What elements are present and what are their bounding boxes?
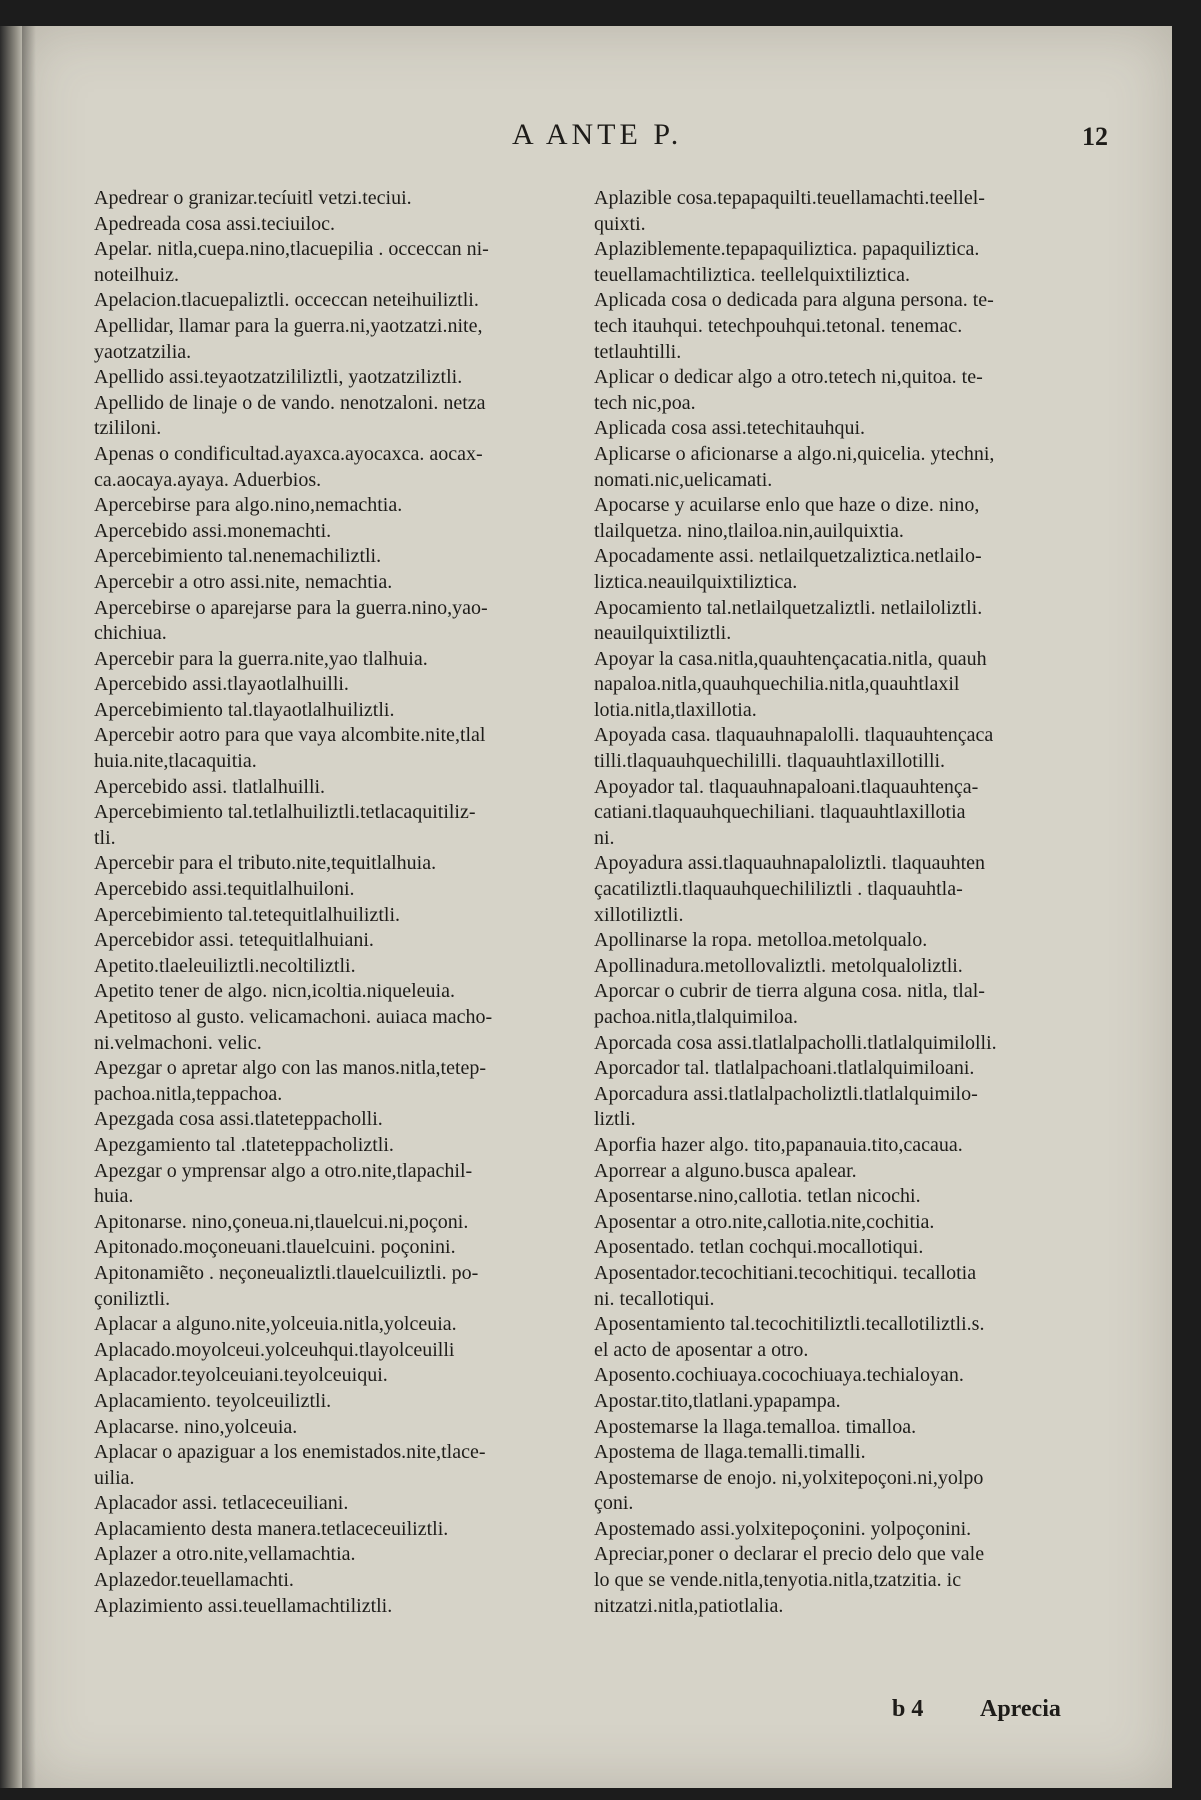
dictionary-line: catiani.tlaquauhquechiliani. tlaquauhtlaxillotia (594, 801, 966, 824)
dictionary-line: Apercebirse o aparejarse para la guerra.nino,yao- (94, 596, 488, 619)
dictionary-line: Apostar.tito,tlatlani.ypapampa. (594, 1389, 841, 1412)
dictionary-line: Aposentar a otro.nite,callotia.nite,cochitia. (594, 1210, 935, 1233)
dictionary-line: Apreciar,poner o declarar el precio delo que vale (594, 1543, 985, 1566)
dictionary-line: Apoyar la casa.nitla,quauhtençacatia.nitla, quauh (594, 647, 987, 670)
dictionary-line: tlailquetza. nino,tlailoa.nin,auilquixtia. (594, 519, 904, 542)
dictionary-line: tilli.tlaquauhquechililli. tlaquauhtlaxillotilli. (594, 750, 946, 773)
dictionary-line: tech itauhqui. tetechpouhqui.tetonal. tenemac. (594, 314, 963, 337)
dictionary-line: Aplacador assi. tetlaceceuiliani. (94, 1492, 349, 1515)
dictionary-line: Aposentarse.nino,callotia. tetlan nicochi. (594, 1185, 921, 1208)
dictionary-line: Aplacamiento desta manera.tetlaceceuiliztli. (94, 1517, 449, 1540)
dictionary-line: çoni. (594, 1492, 634, 1515)
dictionary-line: liztica.neauilquixtiliztica. (594, 570, 798, 593)
dictionary-line: Apezgar o ymprensar algo a otro.nite,tlapachil- (94, 1159, 473, 1182)
dictionary-line: noteilhuiz. (94, 263, 179, 286)
folio-number: 12 (1082, 122, 1108, 151)
dictionary-line: Aplacarse. nino,yolceuia. (94, 1415, 298, 1438)
dictionary-line: liztli. (594, 1108, 636, 1131)
dictionary-line: Apocamiento tal.netlailquetzaliztli. netlailoliztli. (594, 596, 983, 619)
dictionary-line: Apostemarse la llaga.temalloa. timalloa. (594, 1415, 917, 1438)
dictionary-line: çoniliztli. (94, 1287, 171, 1310)
dictionary-line: tli. (94, 826, 116, 849)
dictionary-line: ni. (594, 826, 615, 849)
dictionary-line: Apenas o condificultad.ayaxca.ayocaxca. aocax- (94, 442, 483, 465)
dictionary-line: Aposentamiento tal.tecochitiliztli.tecallotiliztli.s. (594, 1313, 985, 1336)
dictionary-line: uilia. (94, 1466, 135, 1489)
dictionary-line: Aplazer a otro.nite,vellamachtia. (94, 1543, 356, 1566)
dictionary-line: chichiua. (94, 622, 167, 645)
dictionary-line: pachoa.nitla,tlalquimiloa. (594, 1006, 798, 1028)
dictionary-line: tetlauhtilli. (594, 340, 682, 363)
dictionary-line: Aplicada cosa assi.tetechitauhqui. (594, 417, 866, 440)
dictionary-line: Apercebir aotro para que vaya alcombite.nite,tlal (94, 724, 486, 747)
dictionary-line: napaloa.nitla,quauhquechilia.nitla,quauhtlaxil (594, 673, 960, 696)
dictionary-line: huia.nite,tlacaquitia. (94, 750, 257, 773)
dictionary-line: Apostemarse de enojo. ni,yolxitepoçoni.ni,yolpo (594, 1466, 984, 1489)
dictionary-line: Aplacado.moyolceui.yolceuhqui.tlayolceuilli (94, 1338, 455, 1361)
dictionary-line: Aplacar o apaziguar a los enemistados.nite,tlace- (94, 1441, 486, 1464)
catchword: Aprecia (980, 1696, 1061, 1722)
dictionary-line: yaotzatzilia. (94, 340, 192, 363)
dictionary-line: Apezgamiento tal .tlateteppacholiztli. (94, 1133, 394, 1156)
page-footer (22, 1696, 1172, 1732)
running-head: A ANTE P. (512, 118, 683, 151)
dictionary-line: Aposento.cochiuaya.cocochiuaya.techialoyan. (594, 1364, 964, 1387)
dictionary-line: Apezgar o apretar algo con las manos.nitla,tetep- (94, 1057, 487, 1080)
dictionary-line: Apercebido assi. tlatlalhuilli. (94, 775, 326, 798)
dictionary-line: Apercebidor assi. tetequitlalhuiani. (94, 929, 374, 952)
dictionary-line: Aplacador.teyolceuiani.teyolceuiqui. (94, 1364, 388, 1387)
left-column (94, 186, 589, 1619)
dictionary-line: tech nic,poa. (594, 391, 696, 414)
dictionary-line: neauilquixtiliztli. (594, 622, 732, 645)
signature-mark: b 4 (892, 1696, 924, 1722)
dictionary-line: Aporfia hazer algo. tito,papanauia.tito,cacaua. (594, 1133, 963, 1156)
gutter-shadow (22, 26, 36, 1788)
dictionary-line: ni.velmachoni. velic. (94, 1031, 262, 1054)
dictionary-line: Apelar. nitla,cuepa.nino,tlacuepilia . occeccan ni- (94, 238, 489, 261)
dictionary-line: Apercebido assi.tlayaotlalhuilli. (94, 673, 349, 696)
dictionary-line: Apellido de linaje o de vando. nenotzaloni. netza (94, 391, 486, 414)
dictionary-line: Aplazimiento assi.teuellamachtiliztli. (94, 1594, 393, 1617)
dictionary-line: Apollinadura.metollovaliztli. metolqualoliztli. (594, 954, 963, 977)
dictionary-line: Aporcar o cubrir de tierra alguna cosa. nitla, tlal- (594, 980, 985, 1003)
dictionary-line: Apercebido assi.monemachti. (94, 519, 332, 542)
dictionary-line: Apercebimiento tal.tetequitlalhuiliztli. (94, 903, 401, 926)
dictionary-line: Apercebir para el tributo.nite,tequitlalhuia. (94, 852, 437, 875)
dictionary-line: ca.aocaya.ayaya. Aduerbios. (94, 468, 322, 491)
dictionary-line: el acto de aposentar a otro. (594, 1338, 809, 1361)
dictionary-line: ni. tecallotiqui. (594, 1287, 715, 1310)
previous-page-edge (0, 26, 22, 1788)
dictionary-line: çacatiliztli.tlaquauhquechililiztli . tlaquauhtla- (594, 878, 963, 901)
dictionary-line: Apedrear o granizar.tecíuitl vetzi.teciui. (94, 187, 412, 209)
dictionary-line: lotia.nitla,tlaxillotia. (594, 698, 757, 721)
dictionary-line: Aporcadura assi.tlatlalpacholiztli.tlatlalquimilo- (594, 1082, 978, 1105)
dictionary-line: Apitonarse. nino,çoneua.ni,tlauelcui.ni,poçoni. (94, 1210, 469, 1233)
dictionary-line: Apercebir a otro assi.nite, nemachtia. (94, 570, 393, 593)
dictionary-line: pachoa.nitla,teppachoa. (94, 1082, 283, 1105)
dictionary-line: Aporcada cosa assi.tlatlalpacholli.tlatlalquimilolli. (594, 1031, 997, 1054)
dictionary-line: Apedreada cosa assi.teciuiloc. (94, 212, 336, 235)
dictionary-line: Apoyada casa. tlaquauhnapalolli. tlaquauhtençaca (594, 724, 994, 747)
page-header (22, 118, 1172, 154)
dictionary-line: tzililoni. (94, 417, 162, 440)
dictionary-line: Aporcador tal. tlatlalpachoani.tlatlalquimiloani. (594, 1057, 975, 1080)
dictionary-line: Aplazible cosa.tepapaquilti.teuellamachti.teellel- (594, 187, 985, 209)
dictionary-line: Apostema de llaga.temalli.timalli. (594, 1441, 866, 1464)
dictionary-line: Apercebimiento tal.tetlalhuiliztli.tetlacaquitiliz- (94, 801, 476, 824)
dictionary-line: Apercebido assi.tequitlalhuiloni. (94, 878, 355, 901)
dictionary-line: Apercebimiento tal.tlayaotlalhuiliztli. (94, 698, 395, 721)
dictionary-line: Apoyadura assi.tlaquauhnapaloliztli. tlaquauhten (594, 852, 985, 875)
dictionary-line: Apollinarse la ropa. metolloa.metolqualo. (594, 929, 928, 952)
dictionary-line: Apelacion.tlacuepaliztli. occeccan neteihuiliztli. (94, 289, 479, 312)
dictionary-line: huia. (94, 1185, 134, 1208)
dictionary-line: teuellamachtiliztica. teellelquixtiliztica. (594, 263, 910, 286)
dictionary-line: Apostemado assi.yolxitepoçonini. yolpoçonini. (594, 1517, 972, 1540)
dictionary-line: quixti. (594, 212, 646, 235)
dictionary-line: Apitonamiẽto . neçoneualiztli.tlauelcuiliztli. po- (94, 1261, 479, 1284)
dictionary-line: Apetito tener de algo. nicn,icoltia.niqueleuia. (94, 980, 455, 1003)
dictionary-line: Apellido assi.teyaotzatzililiztli, yaotzatziliztli. (94, 366, 463, 389)
dictionary-line: Apercebir para la guerra.nite,yao tlalhuia. (94, 647, 428, 670)
right-column (594, 186, 1114, 1619)
dictionary-line: Apercebimiento tal.nenemachiliztli. (94, 545, 382, 568)
dictionary-line: Apetito.tlaeleuiliztli.necoltiliztli. (94, 954, 356, 977)
dictionary-line: Aplazedor.teuellamachti. (94, 1569, 294, 1592)
dictionary-line: Aplacar a alguno.nite,yolceuia.nitla,yolceuia. (94, 1313, 457, 1336)
dictionary-line: Aposentado. tetlan cochqui.mocallotiqui. (594, 1236, 924, 1259)
dictionary-line: Aplicarse o aficionarse a algo.ni,quicelia. ytechni, (594, 442, 995, 465)
dictionary-line: Aplacamiento. teyolceuiliztli. (94, 1389, 332, 1412)
dictionary-line: Apezgada cosa assi.tlateteppacholli. (94, 1108, 383, 1131)
dictionary-line: Aposentador.tecochitiani.tecochitiqui. tecallotia (594, 1261, 977, 1284)
dictionary-line: Apercebirse para algo.nino,nemachtia. (94, 494, 403, 517)
dictionary-line: Apocadamente assi. netlailquetzaliztica.netlailo- (594, 545, 982, 568)
dictionary-line: Apoyador tal. tlaquauhnapaloani.tlaquauhtença- (594, 775, 979, 798)
dictionary-line: Apetitoso al gusto. velicamachoni. auiaca macho- (94, 1006, 493, 1028)
book-page (22, 26, 1172, 1788)
dictionary-line: nitzatzi.nitla,patiotlalia. (594, 1594, 784, 1617)
dictionary-line: Aporrear a alguno.busca apalear. (594, 1159, 857, 1182)
dictionary-line: Aplicar o dedicar algo a otro.tetech ni,quitoa. te- (594, 366, 983, 389)
dictionary-line: Apellidar, llamar para la guerra.ni,yaotzatzi.nite, (94, 314, 483, 337)
dictionary-line: Apitonado.moçoneuani.tlauelcuini. poçonini. (94, 1236, 456, 1259)
dictionary-line: Aplicada cosa o dedicada para alguna persona. te- (594, 289, 994, 312)
dictionary-line: Apocarse y acuilarse enlo que haze o dize. nino, (594, 494, 980, 517)
dictionary-line: nomati.nic,uelicamati. (594, 468, 773, 491)
dictionary-line: xillotiliztli. (594, 903, 684, 926)
dictionary-line: lo que se vende.nitla,tenyotia.nitla,tzatzitia. ic (594, 1569, 962, 1592)
dictionary-line: Aplaziblemente.tepapaquiliztica. papaquiliztica. (594, 238, 980, 261)
